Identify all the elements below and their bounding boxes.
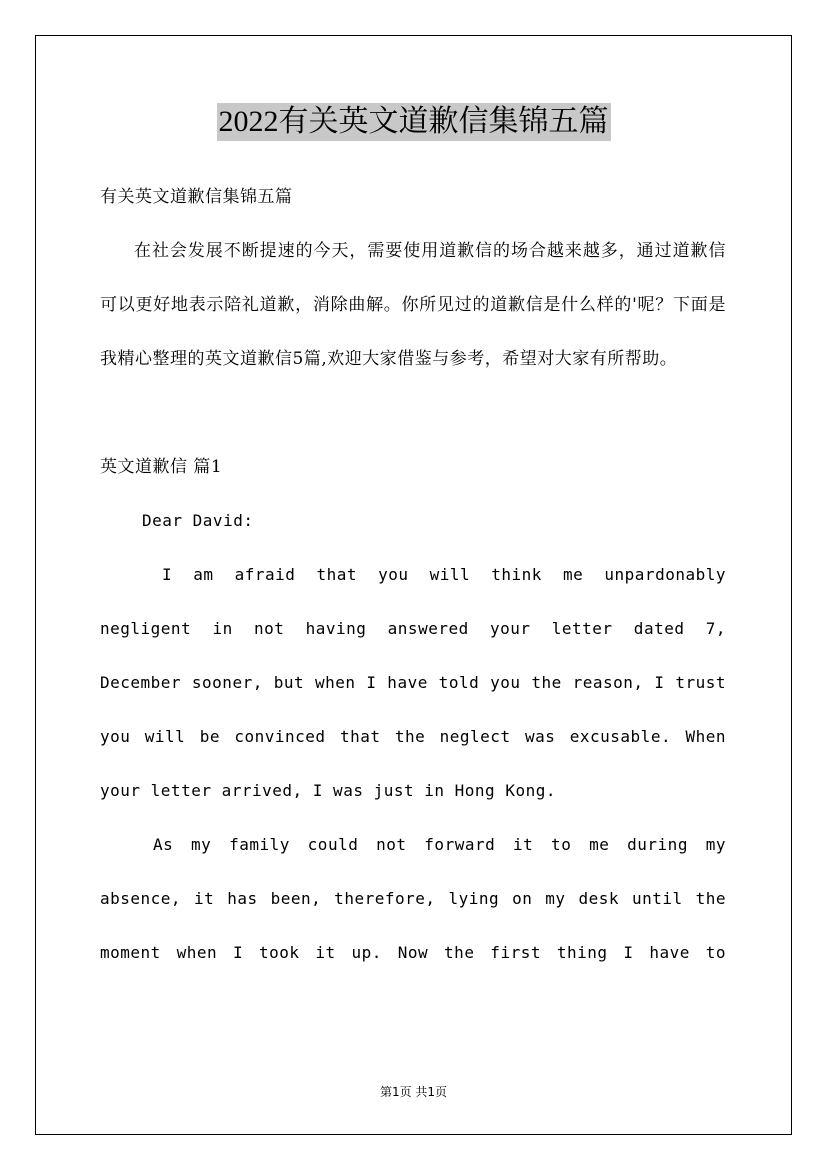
- document-body: [100, 170, 726, 980]
- letter-salutation: Dear David:: [142, 511, 254, 530]
- document-title-text: 2022有关英文道歉信集锦五篇: [217, 103, 611, 141]
- section-heading: 英文道歉信 篇1: [100, 457, 223, 477]
- letter-paragraph-1: I am afraid that you will think me unpardonably negligent in not having answered your letter dated 7, December sooner, but when I have told you the reason, I trust you will be convinced that the neglect was excusable. When your letter arrived, I was just in Hong Kong.: [100, 565, 726, 800]
- document-title: [0, 103, 827, 141]
- page-footer: 第1页 共1页: [379, 1085, 448, 1099]
- intro-paragraph: 在社会发展不断提速的今天，需要使用道歉信的场合越来越多，通过道歉信可以更好地表示陪礼道歉，消除曲解。你所见过的道歉信是什么样的'呢？下面是我精心整理的英文道歉信5篇,欢迎大家借鉴与参考，希望对大家有所帮助。: [100, 241, 726, 369]
- document-subtitle: 有关英文道歉信集锦五篇: [100, 187, 293, 207]
- letter-paragraph-2: As my family could not forward it to me during my absence, it has been, therefore, lying on my desk until the moment when I took it up. Now the first thing I have to: [100, 835, 726, 962]
- section-spacer: [100, 386, 726, 440]
